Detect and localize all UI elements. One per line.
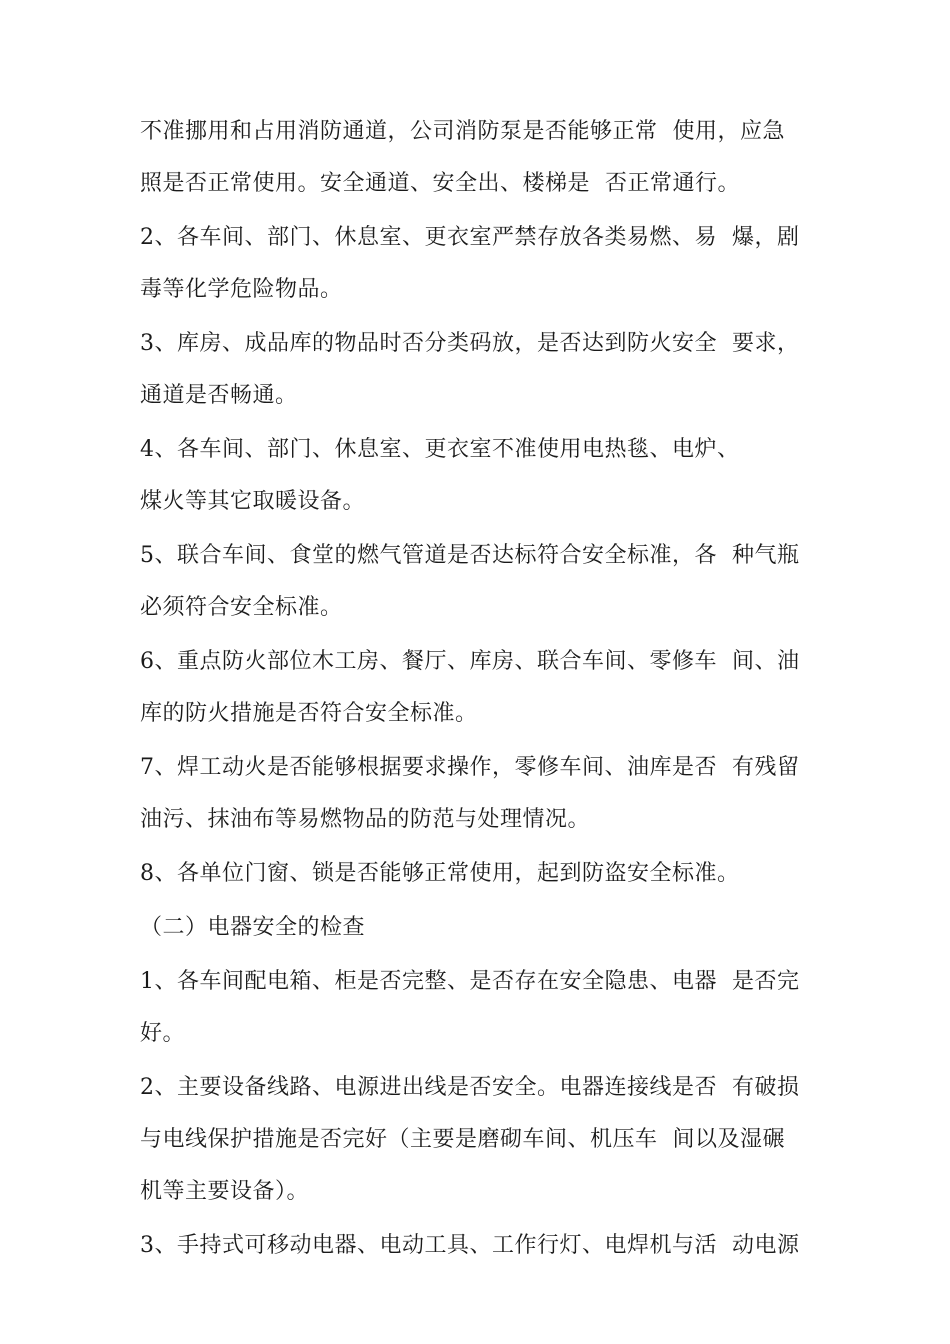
paragraph-line: 8、各单位门窗、锁是否能够正常使用，起到防盗安全标准。 [140, 861, 740, 886]
paragraph-line: 不准挪用和占用消防通道，公司消防泵是否能够正常 使用，应急 [140, 119, 785, 144]
paragraph-line: 库的防火措施是否符合安全标准。 [140, 701, 478, 726]
paragraph-line: 5、联合车间、食堂的燃气管道是否达标符合安全标准，各 种气瓶 [140, 543, 800, 568]
paragraph-line: 3、库房、成品库的物品时否分类码放，是否达到防火安全 要求， [140, 331, 800, 356]
paragraph-line: 通道是否畅通。 [140, 383, 298, 408]
paragraph-line: 1、各车间配电箱、柜是否完整、是否存在安全隐患、电器 是否完 [140, 969, 800, 994]
paragraph-line: 好。 [140, 1021, 186, 1046]
section-heading: （二）电器安全的检查 [140, 915, 366, 940]
paragraph-line: 3、手持式可移动电器、电动工具、工作行灯、电焊机与活 动电源 [140, 1233, 800, 1258]
paragraph-line: 2、主要设备线路、电源进出线是否安全。电器连接线是否 有破损 [140, 1075, 800, 1100]
paragraph-line: 2、各车间、部门、休息室、更衣室严禁存放各类易燃、易 爆，剧 [140, 225, 800, 250]
paragraph-line: 油污、抹油布等易燃物品的防范与处理情况。 [140, 807, 591, 832]
paragraph-line: 4、各车间、部门、休息室、更衣室不准使用电热毯、电炉、 [140, 437, 740, 462]
paragraph-line: 毒等化学危险物品。 [140, 277, 343, 302]
paragraph-line: 煤火等其它取暖设备。 [140, 489, 366, 514]
paragraph-line: 与电线保护措施是否完好（主要是磨砌车间、机压车 间以及湿碾 [140, 1127, 785, 1152]
paragraph-line: 6、重点防火部位木工房、餐厅、库房、联合车间、零修车 间、油 [140, 649, 800, 674]
paragraph-line: 机等主要设备）。 [140, 1179, 310, 1204]
paragraph-line: 7、焊工动火是否能够根据要求操作，零修车间、油库是否 有残留 [140, 755, 800, 780]
document-body [140, 112, 840, 1266]
paragraph-line: 照是否正常使用。安全通道、安全出、楼梯是 否正常通行。 [140, 171, 740, 196]
paragraph-line: 必须符合安全标准。 [140, 595, 343, 620]
